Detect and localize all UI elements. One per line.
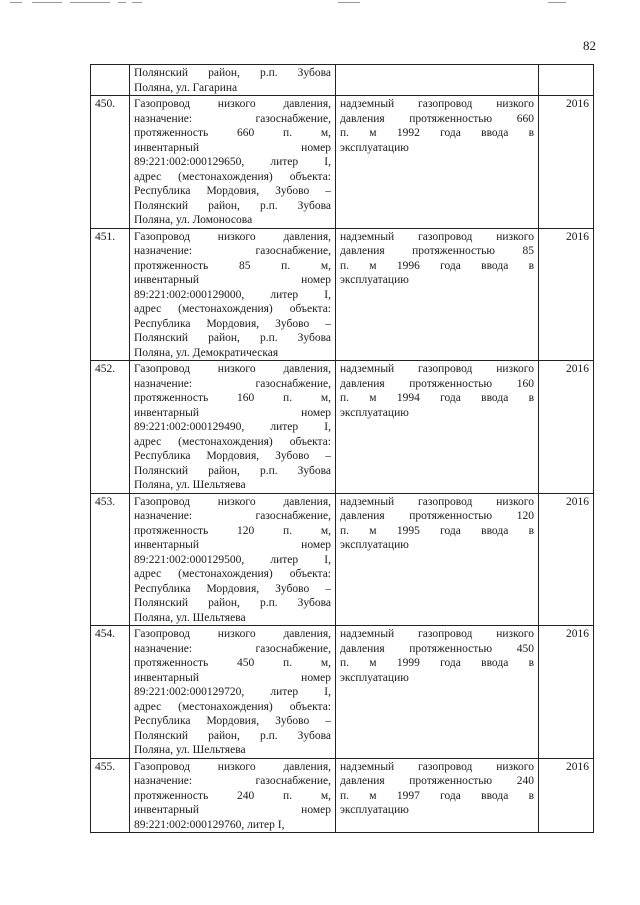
year-cell: 2016 xyxy=(539,758,594,833)
characteristics-line: давления протяженностью 660 xyxy=(340,112,534,125)
property-registry-table xyxy=(90,64,594,833)
table-row xyxy=(91,228,594,361)
description-line: Поляна, ул. Шельтяева xyxy=(134,611,246,624)
characteristics-line: эксплуатацию xyxy=(340,804,409,816)
characteristics-line: надземный газопровод низкого xyxy=(340,628,534,640)
table-row-continuation xyxy=(91,65,594,96)
characteristics-line: давления протяженностью 450 xyxy=(340,642,534,655)
description-line: Полянский район, р.п. Зубова xyxy=(134,597,331,609)
characteristics-cell xyxy=(336,493,539,626)
description-line: инвентарный номер xyxy=(134,671,331,684)
description-line: адрес (местонахождения) объекта: xyxy=(134,568,331,580)
description-line: протяженность 85 п. м, xyxy=(134,259,331,272)
description-line: адрес (местонахождения) объекта: xyxy=(134,700,331,713)
description-line: Полянский район, р.п. Зубова xyxy=(134,67,331,79)
description-line: 89:221:002:000129490, литер I, xyxy=(134,421,331,433)
characteristics-cell xyxy=(336,626,539,759)
characteristics-line: п. м 1996 года ввода в xyxy=(340,259,534,272)
description-line: 89:221:002:000129760, литер I, xyxy=(134,818,285,831)
description-cell xyxy=(130,493,336,626)
row-number-cell xyxy=(91,65,130,96)
description-line: Республика Мордовия, Зубово – xyxy=(134,317,331,330)
year-cell: 2016 xyxy=(539,96,594,229)
characteristics-line: давления протяженностью 120 xyxy=(340,510,534,522)
description-line: назначение: газоснабжение, xyxy=(134,245,331,257)
row-number-cell: 452. xyxy=(91,361,130,494)
characteristics-line: эксплуатацию xyxy=(340,406,409,419)
description-cell xyxy=(130,361,336,494)
characteristics-line: эксплуатацию xyxy=(340,539,409,551)
row-number-cell: 455. xyxy=(91,758,130,833)
description-line: адрес (местонахождения) объекта: xyxy=(134,435,331,448)
description-line: протяженность 160 п. м, xyxy=(134,392,331,404)
description-line: назначение: газоснабжение, xyxy=(134,775,331,787)
description-line: Поляна, ул. Шельтяева xyxy=(134,479,246,491)
registry-body xyxy=(91,65,594,833)
description-line: инвентарный номер xyxy=(134,141,331,154)
description-line: 89:221:002:000129650, литер I, xyxy=(134,156,331,168)
description-line: Полянский район, р.п. Зубова xyxy=(134,332,331,344)
description-line: Газопровод низкого давления, xyxy=(134,760,331,773)
scan-header-noise xyxy=(8,2,632,8)
description-line: назначение: газоснабжение, xyxy=(134,377,331,390)
description-cell xyxy=(130,65,336,96)
description-line: протяженность 120 п. м, xyxy=(134,524,331,537)
characteristics-cell xyxy=(336,758,539,833)
description-line: Газопровод низкого давления, xyxy=(134,98,331,110)
description-line: адрес (местонахождения) объекта: xyxy=(134,170,331,183)
description-line: Республика Мордовия, Зубово – xyxy=(134,185,331,197)
description-line: назначение: газоснабжение, xyxy=(134,510,331,522)
description-line: Поляна, ул. Ломоносова xyxy=(134,214,253,226)
description-line: инвентарный номер xyxy=(134,804,331,816)
description-line: адрес (местонахождения) объекта: xyxy=(134,303,331,315)
description-line: протяженность 660 п. м, xyxy=(134,127,331,139)
description-line: протяженность 450 п. м, xyxy=(134,657,331,669)
description-line: 89:221:002:000129500, литер I, xyxy=(134,553,331,566)
characteristics-line: п. м 1999 года ввода в xyxy=(340,657,534,669)
table-row xyxy=(91,758,594,833)
characteristics-cell xyxy=(336,65,539,96)
description-line: назначение: газоснабжение, xyxy=(134,642,331,655)
characteristics-line: п. м 1995 года ввода в xyxy=(340,524,534,537)
description-line: протяженность 240 п. м, xyxy=(134,789,331,802)
characteristics-line: давления протяженностью 240 xyxy=(340,775,534,787)
description-line: Газопровод низкого давления, xyxy=(134,363,331,375)
description-line: Поляна, ул. Демократическая xyxy=(134,346,279,359)
description-line: 89:221:002:000129000, литер I, xyxy=(134,288,331,301)
characteristics-line: эксплуатацию xyxy=(340,141,409,154)
characteristics-line: надземный газопровод низкого xyxy=(340,363,534,375)
description-line: Газопровод низкого давления, xyxy=(134,495,331,508)
characteristics-line: давления протяженностью 85 xyxy=(340,245,534,257)
characteristics-line: давления протяженностью 160 xyxy=(340,377,534,390)
table-row xyxy=(91,626,594,759)
year-cell: 2016 xyxy=(539,361,594,494)
description-cell xyxy=(130,228,336,361)
characteristics-line: п. м 1997 года ввода в xyxy=(340,789,534,802)
description-cell xyxy=(130,758,336,833)
page-number: 82 xyxy=(583,38,596,53)
year-cell: 2016 xyxy=(539,626,594,759)
description-line: Полянский район, р.п. Зубова xyxy=(134,729,331,742)
characteristics-line: надземный газопровод низкого xyxy=(340,98,534,110)
characteristics-line: эксплуатацию xyxy=(340,274,409,286)
year-cell: 2016 xyxy=(539,228,594,361)
row-number-cell: 451. xyxy=(91,228,130,361)
characteristics-line: эксплуатацию xyxy=(340,671,409,684)
description-line: Газопровод низкого давления, xyxy=(134,628,331,640)
description-line: Поляна, ул. Гагарина xyxy=(134,81,238,94)
characteristics-cell xyxy=(336,228,539,361)
characteristics-line: надземный газопровод низкого xyxy=(340,760,534,773)
characteristics-line: п. м 1994 года ввода в xyxy=(340,392,534,404)
description-line: инвентарный номер xyxy=(134,274,331,286)
year-cell: 2016 xyxy=(539,493,594,626)
description-line: Республика Мордовия, Зубово – xyxy=(134,582,331,595)
description-line: Полянский район, р.п. Зубова xyxy=(134,464,331,477)
description-line: Республика Мордовия, Зубово – xyxy=(134,715,331,727)
description-line: Полянский район, р.п. Зубова xyxy=(134,199,331,212)
year-cell xyxy=(539,65,594,96)
characteristics-line: п. м 1992 года ввода в xyxy=(340,127,534,139)
characteristics-line: надземный газопровод низкого xyxy=(340,230,534,243)
row-number-cell: 453. xyxy=(91,493,130,626)
characteristics-cell xyxy=(336,96,539,229)
description-line: назначение: газоснабжение, xyxy=(134,112,331,125)
description-line: Поляна, ул. Шельтяева xyxy=(134,744,246,756)
description-line: Газопровод низкого давления, xyxy=(134,230,331,243)
characteristics-line: надземный газопровод низкого xyxy=(340,495,534,508)
table-row xyxy=(91,493,594,626)
row-number-cell: 454. xyxy=(91,626,130,759)
description-line: инвентарный номер xyxy=(134,539,331,551)
description-cell xyxy=(130,626,336,759)
description-line: инвентарный номер xyxy=(134,406,331,419)
table-row xyxy=(91,361,594,494)
description-line: Республика Мордовия, Зубово – xyxy=(134,450,331,462)
description-cell xyxy=(130,96,336,229)
row-number-cell: 450. xyxy=(91,96,130,229)
characteristics-cell xyxy=(336,361,539,494)
table-row xyxy=(91,96,594,229)
description-line: 89:221:002:000129720, литер I, xyxy=(134,686,331,698)
